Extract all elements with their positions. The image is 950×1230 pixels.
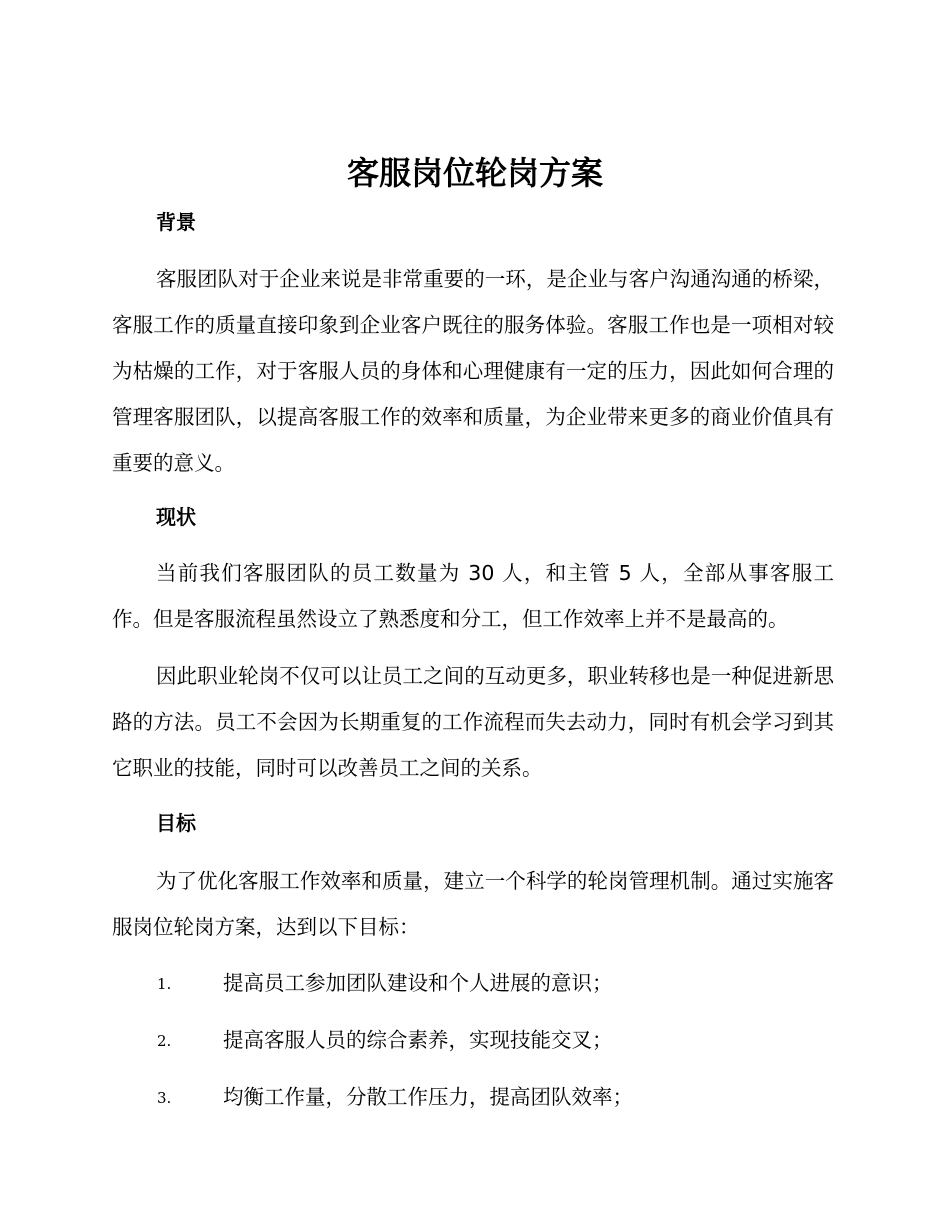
list-item-number: 1. [157, 975, 172, 993]
background-paragraph: 客服团队对于企业来说是非常重要的一环，是企业与客户沟通沟通的桥梁，客服工作的质量直接印象到企业客户既往的服务体验。客服工作也是一项相对较为枯燥的工作，对于客服人员的身体和心理健康有一定的压力，因此如何合理的管理客服团队，以提高客服工作的效率和质量，为企业带来更多的商业价值具有重要的意义。 [112, 267, 834, 475]
list-item [0, 962, 950, 1019]
status-paragraph-2: 因此职业轮岗不仅可以让员工之间的互动更多，职业转移也是一种促进新思路的方法。员工不会因为长期重复的工作流程而失去动力，同时有机会学习到其它职业的技能，同时可以改善员工之间的关系。 [112, 664, 834, 780]
status-paragraph-1: 当前我们客服团队的员工数量为 30 人，和主管 5 人，全部从事客服工作。但是客服流程虽然设立了熟悉度和分工，但工作效率上并不是最高的。 [112, 561, 834, 631]
section-heading-goals: 目标 [156, 811, 196, 835]
list-item [0, 1019, 950, 1076]
goals-paragraph: 为了优化客服工作效率和质量，建立一个科学的轮岗管理机制。通过实施客服岗位轮岗方案，达到以下目标： [112, 869, 834, 939]
list-item-text: 提高员工参加团队建设和个人进展的意识； [223, 971, 613, 995]
section-heading-status: 现状 [156, 505, 196, 529]
list-item-number: 3. [157, 1089, 172, 1107]
list-item [0, 1076, 950, 1133]
section-heading-background: 背景 [156, 210, 196, 234]
document-title: 客服岗位轮岗方案 [346, 154, 603, 192]
goals-list [0, 962, 950, 1133]
list-item-number: 2. [157, 1032, 172, 1050]
list-item-text: 提高客服人员的综合素养，实现技能交叉； [223, 1028, 613, 1052]
list-item-text: 均衡工作量，分散工作压力，提高团队效率； [223, 1085, 633, 1109]
